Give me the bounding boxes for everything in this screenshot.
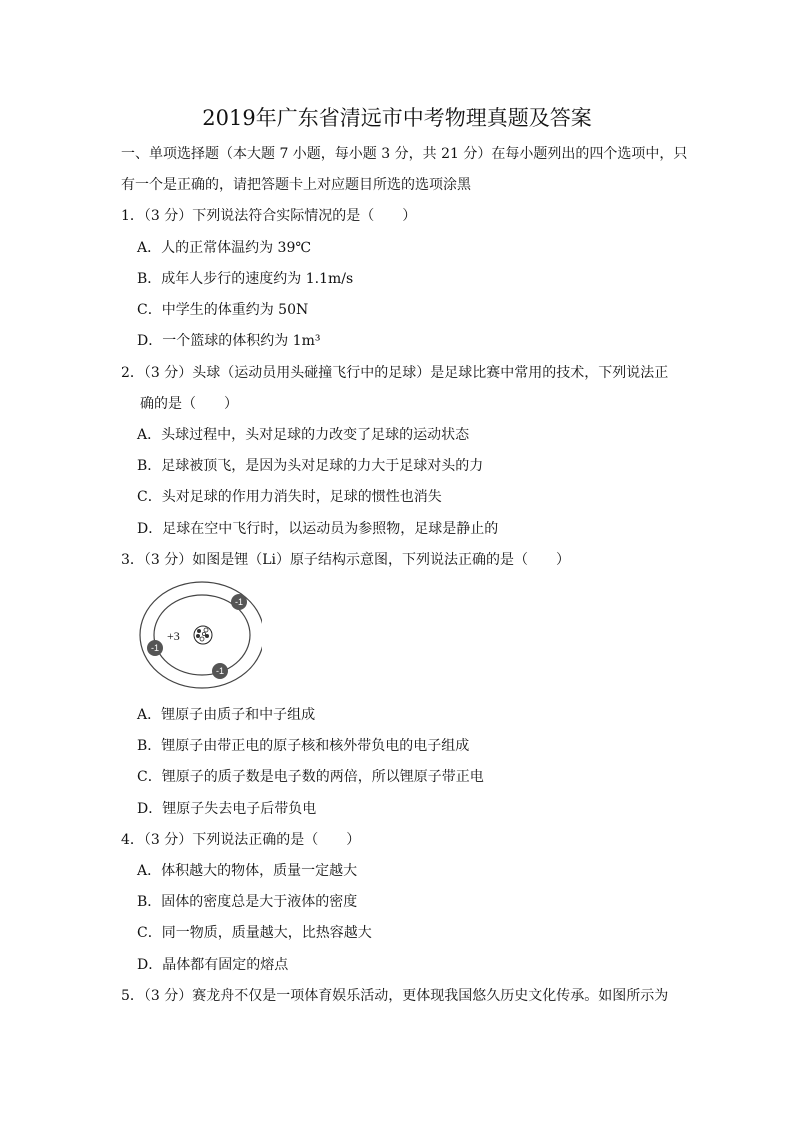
electron: [231, 594, 247, 610]
question-3-option-c: C．锂原子的质子数是电子数的两倍，所以锂原子带正电: [137, 769, 484, 785]
question-4-option-d: D．晶体都有固定的熔点: [137, 957, 289, 973]
question-1-stem: 1．（3 分）下列说法符合实际情况的是（ ）: [121, 208, 417, 224]
electron: [212, 663, 228, 679]
question-4-option-b: B．固体的密度总是大于液体的密度: [137, 894, 358, 910]
lithium-atom-diagram: [132, 578, 262, 698]
section-instructions-line-2: 有一个是正确的，请把答题卡上对应题目所选的选项涂黑: [121, 177, 471, 193]
question-4-option-c: C．同一物质，质量越大，比热容越大: [137, 925, 372, 941]
nucleus-charge-label: +3: [167, 629, 180, 643]
page-title: 2019年广东省清远市中考物理真题及答案: [202, 106, 592, 130]
question-1-option-b: B．成年人步行的速度约为 1.1m/s: [137, 271, 354, 287]
question-3-option-d: D．锂原子失去电子后带负电: [137, 801, 317, 817]
svg-text:-1: -1: [215, 666, 225, 676]
question-2-stem: 2．（3 分）头球（运动员用头碰撞飞行中的足球）是足球比赛中常用的技术，下列说法正: [121, 365, 669, 381]
question-2-option-a: A．头球过程中，头对足球的力改变了足球的运动状态: [137, 427, 470, 443]
question-2-option-c: C．头对足球的作用力消失时，足球的惯性也消失: [137, 489, 442, 505]
question-3-stem: 3．（3 分）如图是锂（Li）原子结构示意图，下列说法正确的是（ ）: [121, 552, 571, 568]
question-3-option-a: A．锂原子由质子和中子组成: [137, 707, 316, 723]
question-4-stem: 4．（3 分）下列说法正确的是（ ）: [121, 832, 361, 848]
question-2-option-b: B．足球被顶飞，是因为头对足球的力大于足球对头的力: [137, 458, 484, 474]
question-2-option-d: D．足球在空中飞行时，以运动员为参照物，足球是静止的: [137, 521, 499, 537]
question-2-stem-continuation: 确的是（ ）: [140, 396, 238, 412]
question-1-option-d: D．一个篮球的体积约为 1m³: [137, 333, 321, 349]
svg-text:-1: -1: [234, 597, 244, 607]
question-5-stem: 5．（3 分）赛龙舟不仅是一项体育娱乐活动，更体现我国悠久历史文化传承。如图所示为: [121, 988, 669, 1004]
question-1-option-a: A．人的正常体温约为 39℃: [137, 240, 312, 256]
question-4-option-a: A．体积越大的物体，质量一定越大: [137, 863, 358, 879]
svg-text:-1: -1: [150, 643, 160, 653]
nucleus: [194, 626, 212, 644]
section-instructions-line-1: 一、单项选择题（本大题 7 小题，每小题 3 分，共 21 分）在每小题列出的四个选项中，只: [121, 146, 688, 162]
question-3-option-b: B．锂原子由带正电的原子核和核外带负电的电子组成: [137, 738, 470, 754]
question-1-option-c: C．中学生的体重约为 50N: [137, 302, 309, 318]
electron: [147, 640, 163, 656]
